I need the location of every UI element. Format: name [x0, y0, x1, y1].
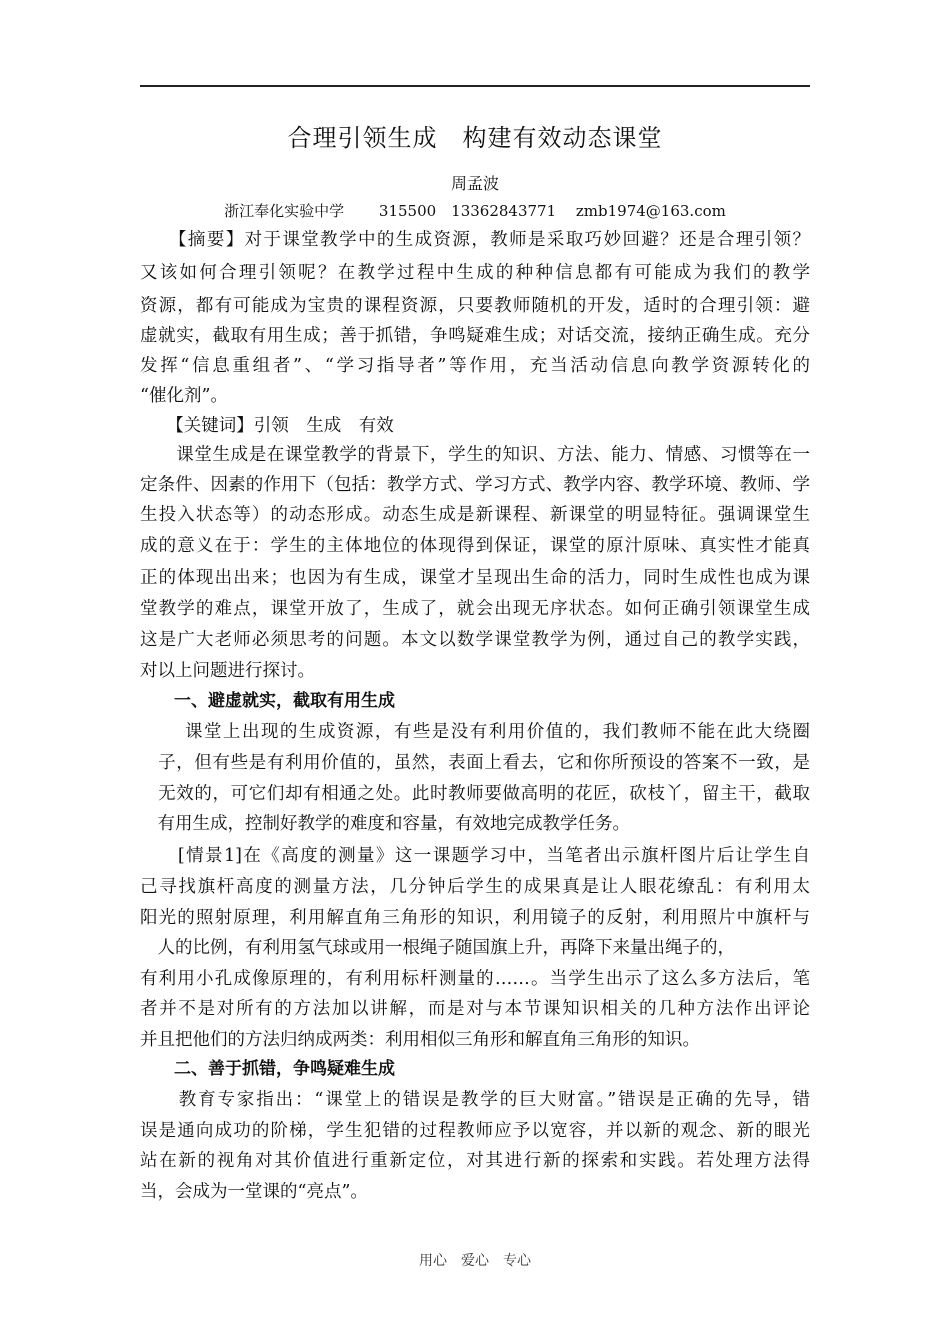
section-heading-1: 一、避虚就实，截取有用生成: [140, 691, 395, 711]
body-line: 己寻找旗杆高度的测量方法，几分钟后学生的成果真是让人眼花缭乱：有利用太: [140, 877, 810, 897]
body-line: 课堂上出现的生成资源，有些是没有利用价值的，我们教师不能在此大绕圈: [140, 722, 810, 742]
author-name: 周孟波: [450, 174, 499, 193]
body-line: 正的体现出出来；也因为有生成，课堂才呈现出生命的活力，同时生成性也成为课: [140, 568, 810, 588]
body-line: 这是广大老师必须思考的问题。本文以数学课堂教学为例，通过自己的教学实践，: [140, 630, 810, 650]
keywords-line: 【关键词】引领 生成 有效: [140, 416, 394, 436]
section-heading-2: 二、善于抓错，争鸣疑难生成: [140, 1059, 395, 1079]
body-line: 无效的，可它们却有相通之处。此时教师要做高明的花匠，砍枝丫，留主干，截取: [140, 784, 810, 804]
abstract-line: 发挥“信息重组者”、“学习指导者”等作用，充当活动信息向教学资源转化的: [140, 356, 810, 376]
body-line: 阳光的照射原理，利用解直角三角形的知识，利用镜子的反射，利用照片中旗杆与: [140, 908, 810, 928]
abstract-line: 【摘要】对于课堂教学中的生成资源，教师是采取巧妙回避？还是合理引领？: [140, 230, 810, 250]
body-line: 子，但有些是有利用价值的，虽然，表面上看去，它和你所预设的答案不一致，是: [140, 753, 810, 773]
abstract-line: 虚就实，截取有用生成；善于抓错，争鸣疑难生成；对话交流，接纳正确生成。充分: [140, 326, 810, 346]
body-line: 堂教学的难点，课堂开放了，生成了，就会出现无序状态。如何正确引领课堂生成: [140, 599, 810, 619]
body-line: 生投入状态等）的动态形成。动态生成是新课程、新课堂的明显特征。强调课堂生: [140, 505, 810, 525]
abstract-line: 资源，都有可能成为宝贵的课程资源，只要教师随机的开发，适时的合理引领：避: [140, 296, 810, 316]
page-title: 合理引领生成 构建有效动态课堂: [287, 124, 663, 152]
body-line: 误是通向成功的阶梯，学生犯错的过程教师应予以宽容，并以新的观念、新的眼光: [140, 1121, 810, 1141]
body-line: 当，会成为一堂课的“亮点”。: [140, 1182, 368, 1202]
body-line: 教育专家指出：“课堂上的错误是教学的巨大财富。”错误是正确的先导，错: [140, 1090, 810, 1110]
body-line: 人的比例，有利用氢气球或用一根绳子随国旗上升，再降下来量出绳子的，: [140, 938, 735, 958]
body-line: 有用生成，控制好教学的难度和容量，有效地完成教学任务。: [140, 814, 630, 834]
body-line: 并且把他们的方法归纳成两类：利用相似三角形和解直角三角形的知识。: [140, 1030, 700, 1050]
scenario-line: [情景1]在《高度的测量》这一课题学习中，当笔者出示旗杆图片后让学生自: [140, 846, 810, 866]
page-footer: 用心 爱心 专心: [419, 1253, 531, 1269]
body-line: 者并不是对所有的方法加以讲解，而是对与本节课知识相关的几种方法作出评论: [140, 999, 810, 1019]
body-line: 对以上问题进行探讨。: [140, 661, 315, 681]
body-line: 定条件、因素的作用下（包括：教学方式、学习方式、教学内容、教学环境、教师、学: [140, 475, 810, 495]
abstract-line: 又该如何合理引领呢？在教学过程中生成的种种信息都有可能成为我们的教学: [140, 263, 810, 283]
abstract-line: “催化剂”。: [140, 386, 228, 406]
header-rule: [140, 85, 810, 87]
body-line: 站在新的视角对其价值进行重新定位，对其进行新的探索和实践。若处理方法得: [140, 1151, 810, 1171]
author-affiliation: 浙江奉化实验中学 315500 13362843771 zmb1974@163.com: [224, 202, 726, 220]
body-line: 成的意义在于：学生的主体地位的体现得到保证，课堂的原汁原味、真实性才能真: [140, 536, 810, 556]
body-line: 课堂生成是在课堂教学的背景下，学生的知识、方法、能力、情感、习惯等在一: [140, 445, 810, 465]
body-line: 有利用小孔成像原理的，有利用标杆测量的……。当学生出示了这么多方法后，笔: [140, 969, 810, 989]
